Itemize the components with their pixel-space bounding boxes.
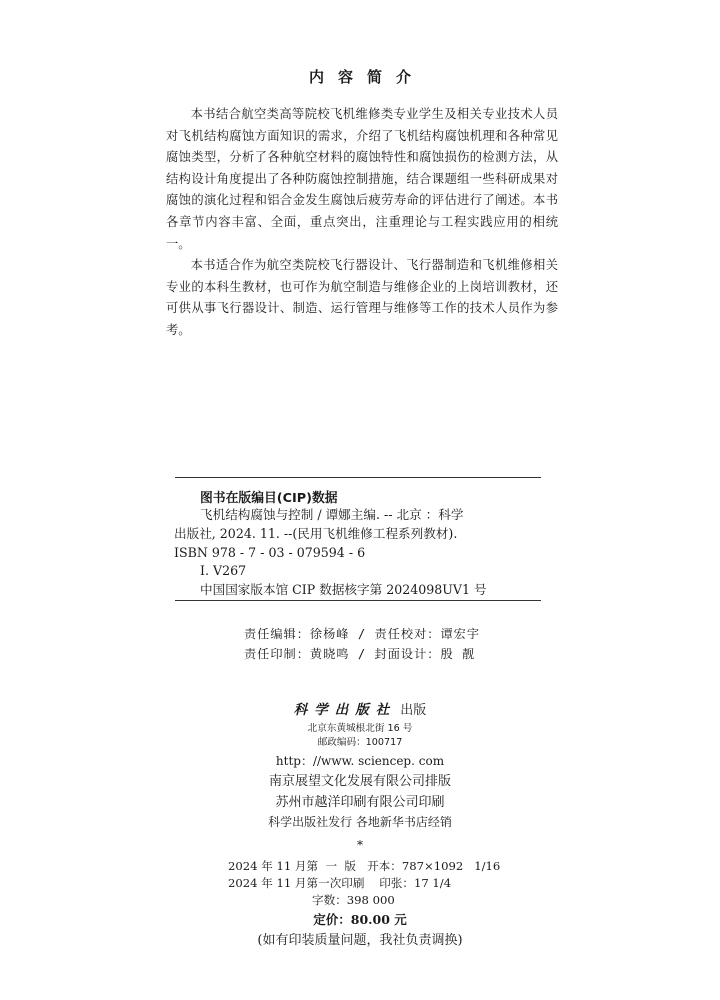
price: 定价：80.00 元 [313, 912, 407, 927]
price-block [0, 910, 720, 951]
summary-paragraph-2: 本书适合作为航空类院校飞行器设计、飞行器制造和飞机维修相关专业的本科生教材，也可作为航空制造与维修企业的上岗培训教材，还可供从事飞行器设计、制造、运行管理与维修等工作的技术人员作为参考。 [166, 258, 558, 337]
editorial-credits [244, 624, 480, 664]
credits-line-2: 责任印制：黄晓鸣 / 封面设计：殷 靓 [244, 647, 476, 661]
typesetter: 南京展望文化发展有限公司排版 [268, 774, 451, 789]
quality-note: (如有印装质量问题，我社负责调换) [257, 933, 463, 948]
cip-bottom-rule [175, 600, 541, 601]
cip-heading: 图书在版编目(CIP)数据 [200, 491, 338, 506]
credits-line-1: 责任编辑：徐杨峰 / 责任校对：谭宏宇 [244, 627, 481, 641]
cip-record [174, 506, 540, 600]
printer: 苏州市越洋印刷有限公司印刷 [275, 795, 445, 810]
distribution: 科学出版社发行 各地新华书店经销 [268, 815, 452, 829]
cip-line-class: Ⅰ. V267 [200, 563, 247, 579]
publisher-address: 北京东黄城根北街 16 号 [307, 723, 413, 734]
cip-line-publisher: 出版社, 2024. 11. --(民用飞机维修工程系列教材). [174, 525, 458, 541]
page-title: 内容简介 [308, 68, 425, 86]
cip-line-title: 飞机结构腐蚀与控制 / 谭娜主编. -- 北京 ：科学 [200, 507, 464, 522]
publisher-suffix: 出版 [400, 703, 427, 718]
edition-specs [228, 858, 500, 909]
publisher-block [0, 698, 720, 855]
cip-line-isbn: ISBN 978 - 7 - 03 - 079594 - 6 [174, 544, 366, 560]
publisher-postcode: 邮政编码：100717 [317, 737, 403, 748]
cip-top-rule [175, 477, 541, 478]
summary-paragraph-1: 本书结合航空类高等院校飞机维修类专业学生及相关专业技术人员对飞机结构腐蚀方面知识的需求，介绍了飞机结构腐蚀机理和各种常见腐蚀类型，分析了各种航空材料的腐蚀特性和腐蚀损伤的检测方法，从结构设计角度提出了各种防腐蚀控制措施，结合课题组一些科研成果对腐蚀的演化过程和铝合金发生腐蚀后疲劳寿命的评估进行了阐述。本书各章节内容丰富、全面，重点突出，注重理论与工程实践应用的相统一。 [166, 107, 558, 251]
specs-line-printing: 2024 年 11 月第一次印刷 印张：17 1/4 [228, 876, 452, 890]
publisher-website: http：//www. sciencep. com [275, 754, 445, 768]
specs-line-wordcount: 字数：398 000 [312, 893, 395, 907]
specs-line-edition: 2024 年 11 月第 一 版 开本：787×1092 1/16 [228, 859, 501, 873]
publisher-logo-name: 科学出版社 [293, 702, 397, 718]
content-summary [166, 104, 558, 342]
separator-star: * [357, 838, 363, 852]
cip-line-number: 中国国家版本馆 CIP 数据核字第 2024098UV1 号 [200, 582, 487, 598]
